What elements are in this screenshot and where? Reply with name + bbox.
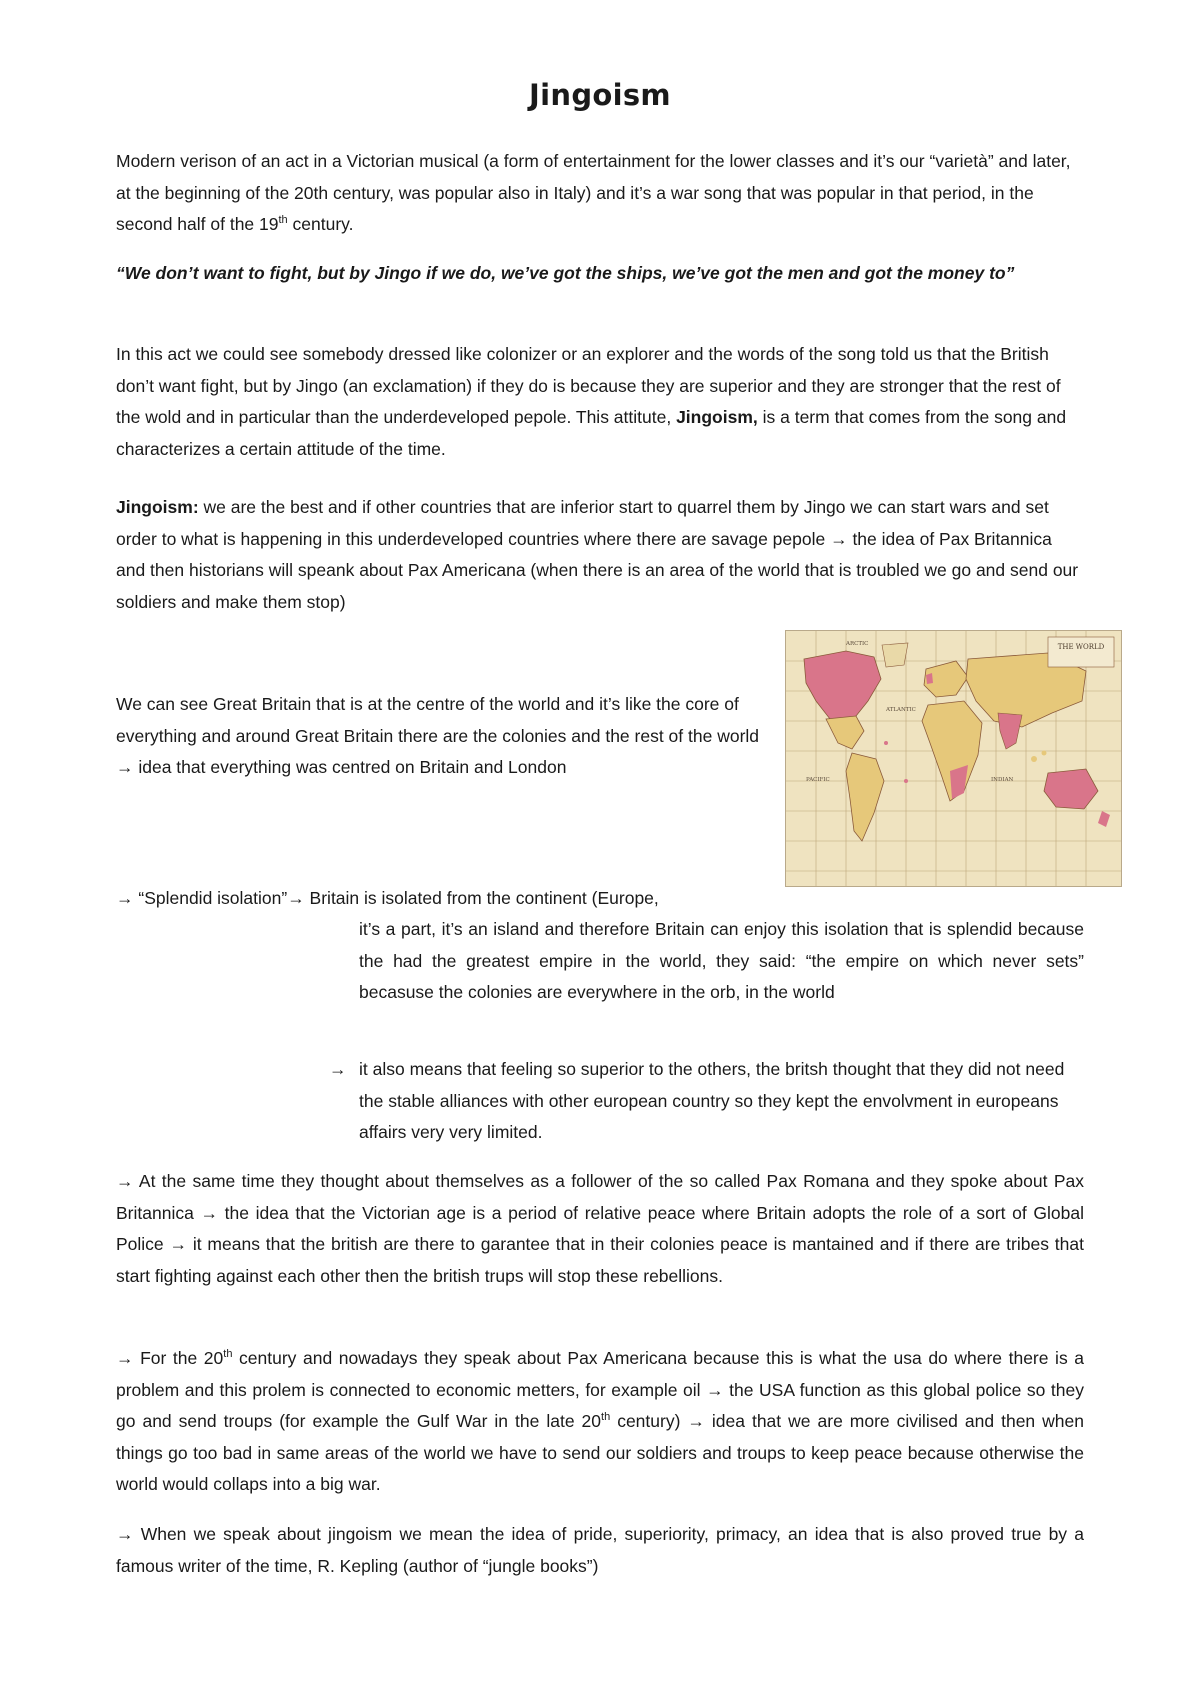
- act-text-end: is a term that comes from the song and characterizes a certain attitude of the time.: [116, 407, 1067, 459]
- map-label-arctic: ARCTIC: [846, 641, 869, 647]
- superscript: th: [278, 214, 288, 227]
- map-label-indian: INDIAN: [991, 777, 1014, 783]
- map-label-pacific: PACIFIC: [806, 777, 830, 783]
- pax-americana-text: → For the 20: [116, 1348, 224, 1368]
- splendid-isolation-lead: → “Splendid isolation”→ Britain is isolated from the continent (Europe,: [116, 888, 659, 908]
- definition-term: Jingoism:: [116, 497, 199, 517]
- superscript: th: [601, 1411, 611, 1424]
- pax-americana-text-mid: century and nowadays they speak about Pax Americana because this is what the usa do where there is a problem and this prolem is connected to economic metters, for example oil → the USA function as this global police so they go and send troups (for example the Gulf War in the late 20: [116, 1348, 1084, 1431]
- pax-americana-paragraph: [116, 1343, 1084, 1501]
- pax-britannica-paragraph: → At the same time they thought about themselves as a follower of the so called Pax Romana and they spoke about Pax Britannica → the idea that the Victorian age is a period of relative peace where Britain adopts the role of a sort of Global Police → it means that the british are there to garantee that in their colonies peace is mantained and if there are tribes that start fighting against each other then the british trups will stop these rebellions.: [116, 1171, 1084, 1286]
- conclusion-paragraph: → When we speak about jingoism we mean the idea of pride, superiority, primacy, an idea that is also proved true by a famous writer of the time, R. Kepling (author of “jungle books”): [116, 1524, 1084, 1576]
- definition-text: we are the best and if other countries that are inferior start to quarrel them by Jingo we can start wars and set order to what is happening in this underdeveloped countries where there are savage pepole → the idea of Pax Britannica and then historians will speank about Pax Americana (when there is an area of the world that is troubled we go and send our soldiers and make them stop): [116, 497, 1079, 612]
- intro-text-end: century.: [287, 214, 354, 234]
- page-title: Jingoism: [529, 78, 671, 112]
- splendid-isolation-continued: it’s a part, it’s an island and therefore Britain can enjoy this isolation that is splendid because the had the greatest empire in the world, they said: “the empire on which never sets” becasuse the colonies are everywhere in the orb, in the world: [359, 919, 1084, 1002]
- splendid-isolation-alliances: it also means that feeling so superior to the others, the britsh thought that they did not need the stable alliances with other european country so they kept the envolvment in europeans affairs very very limited.: [359, 1059, 1065, 1142]
- song-quote: “We don’t want to fight, but by Jingo if we do, we’ve got the ships, we’ve got the men and got the money to”: [116, 263, 1015, 283]
- map-label-atlantic: ATLANTIC: [886, 707, 916, 713]
- superscript: th: [223, 1348, 233, 1361]
- act-paragraph: [116, 339, 1084, 465]
- map-title: THE WORLD: [1057, 643, 1105, 651]
- arrow-bullet: →: [329, 1059, 347, 1079]
- world-map-image: [785, 630, 1122, 887]
- jingoism-term: Jingoism,: [676, 407, 758, 427]
- definition-paragraph: [116, 492, 1084, 618]
- pax-americana-text-end: century) → idea that we are more civilised and then when things go too bad in same areas of the world we have to send our soldiers and troups to keep peace because otherwise the world would collaps into a big war.: [116, 1411, 1084, 1494]
- intro-text: Modern verison of an act in a Victorian musical (a form of entertainment for the lower classes and it’s our “varietà” and later, at the beginning of the 20th century, was popular also in Italy) and it’s a war song that was popular in that period, in the second half of the 19: [116, 151, 1071, 234]
- intro-paragraph: [116, 146, 1084, 241]
- map-caption-paragraph: We can see Great Britain that is at the centre of the world and it’s like the core of everything and around Great Britain there are the colonies and the rest of the world → idea that everything was centred on Britain and London: [116, 694, 760, 777]
- act-text: In this act we could see somebody dressed like colonizer or an explorer and the words of the song told us that the British don’t want fight, but by Jingo (an exclamation) if they do is because they are superior and they are stronger that the rest of the wold and in particular than the underdeveloped pepole. This attitute,: [116, 344, 1061, 427]
